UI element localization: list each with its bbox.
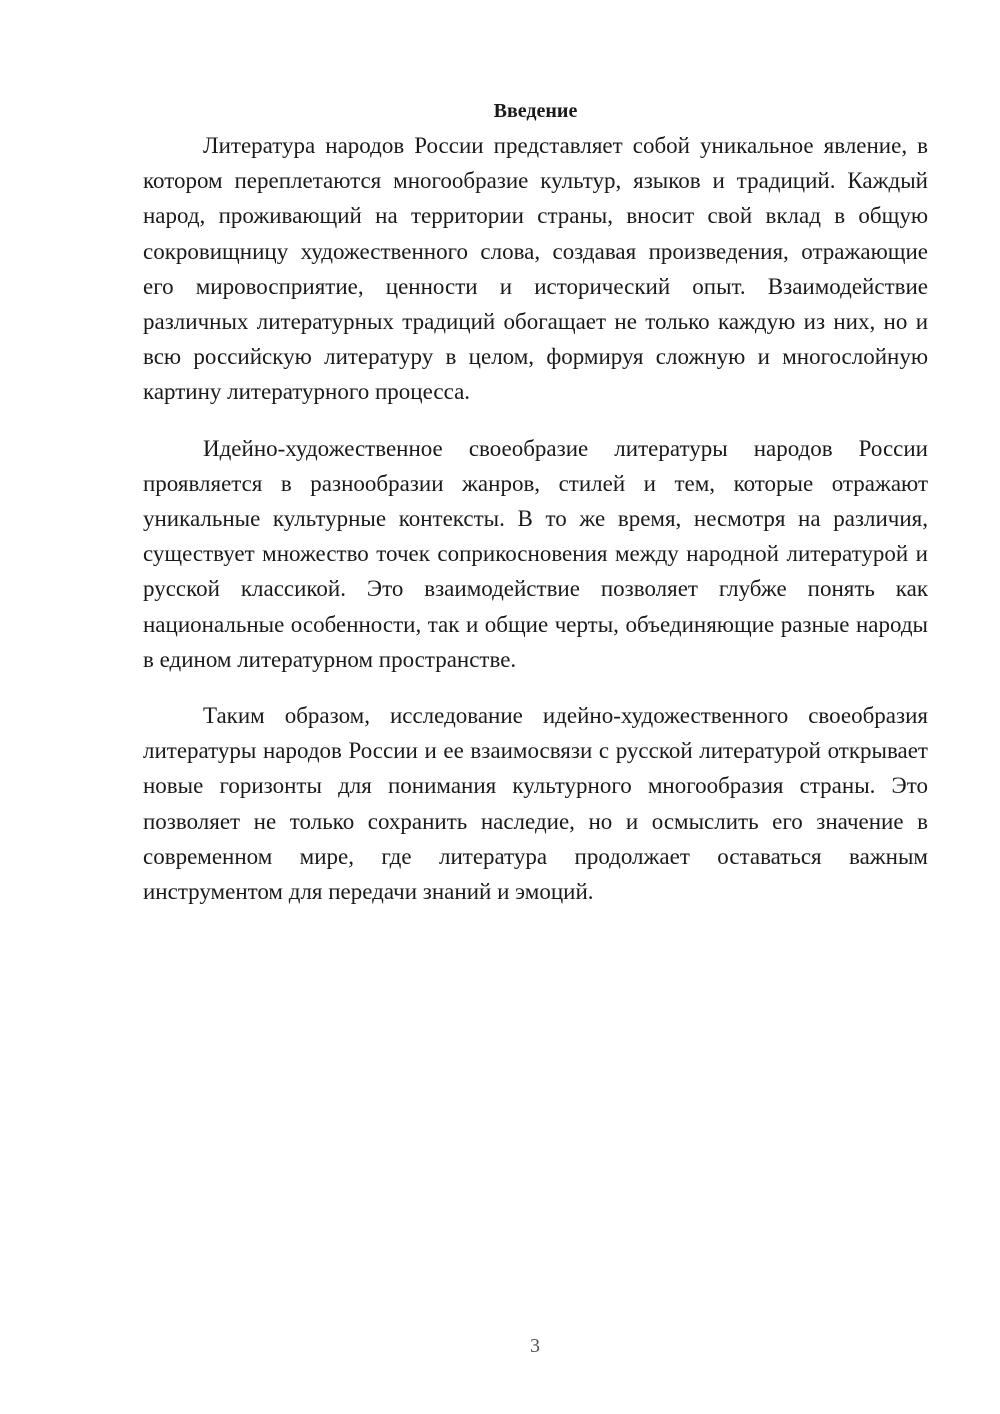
paragraph-3: Таким образом, исследование идейно-художественного своеобразия литературы народов России и ее взаимосвязи с русской литературой открывает новые горизонты для понимания культурного многообразия страны. Это позволяет не только сохранить наследие, но и осмыслить его значение в современном мире, где литература продолжает оставаться важным инструментом для передачи знаний и эмоций. xyxy=(143,703,928,905)
section-title: Введение xyxy=(493,100,578,122)
page-content xyxy=(143,96,928,909)
paragraph-1: Литература народов России представляет собой уникальное явление, в котором переплетаются многообразие культур, языков и традиций. Каждый народ, проживающий на территории страны, вносит свой вклад в общую сокровищницу художественного слова, создавая произведения, отражающие его мировосприятие, ценности и исторический опыт. Взаимодействие различных литературных традиций обогащает не только каждую из них, но и всю российскую литературу в целом, формируя сложную и многослойную картину литературного процесса. xyxy=(143,133,928,405)
paragraph-2: Идейно-художественное своеобразие литературы народов России проявляется в разнообразии жанров, стилей и тем, которые отражают уникальные культурные контексты. В то же время, несмотря на различия, существует множество точек соприкосновения между народной литературой и русской классикой. Это взаимодействие позволяет глубже понять как национальные особенности, так и общие черты, объединяющие разные народы в едином литературном пространстве. xyxy=(143,435,928,672)
page-number: 3 xyxy=(530,1335,540,1357)
